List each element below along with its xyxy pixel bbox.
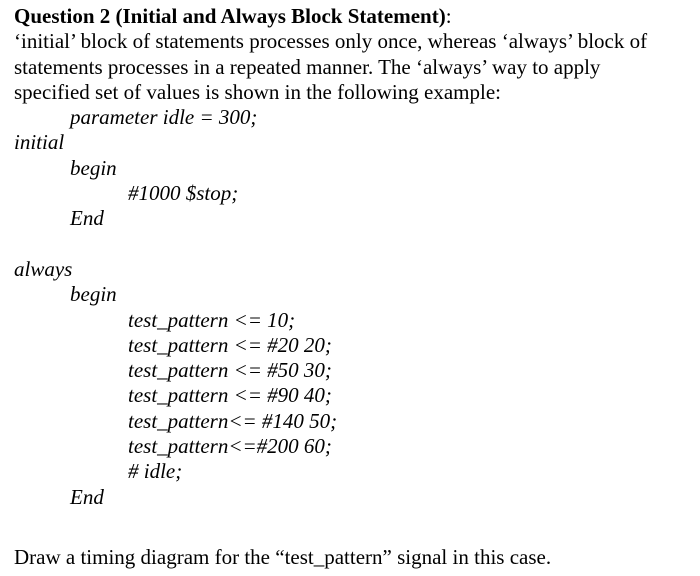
code-always-keyword: always <box>14 256 73 281</box>
code-initial-body: #1000 $stop; <box>128 181 239 206</box>
question-number: Question 2 <box>14 4 111 28</box>
question-title-colon: : <box>445 4 452 28</box>
code-initial-begin: begin <box>70 155 117 180</box>
code-blank-line <box>14 232 694 257</box>
code-always-stmt-3: test_pattern <= #50 30; <box>128 358 332 383</box>
code-always-stmt-4: test_pattern <= #90 40; <box>128 383 332 408</box>
question-heading <box>14 4 694 29</box>
code-parameter-line: parameter idle = 300; <box>70 105 258 130</box>
question-document <box>14 4 694 571</box>
intro-line-3: specified set of values is shown in the following example: <box>14 79 501 104</box>
code-always-stmt-6: test_pattern<=#200 60; <box>128 434 332 459</box>
task-instruction: Draw a timing diagram for the “test_pattern” signal in this case. <box>14 545 552 570</box>
code-always-stmt-1: test_pattern <= 10; <box>128 307 296 332</box>
question-title: (Initial and Always Block Statement) <box>115 4 446 28</box>
code-always-stmt-7: # idle; <box>128 459 183 484</box>
code-always-stmt-5: test_pattern<= #140 50; <box>128 408 338 433</box>
code-initial-keyword: initial <box>14 130 65 155</box>
intro-line-1: ‘initial’ block of statements processes only once, whereas ‘always’ block of <box>14 29 648 54</box>
code-always-end: End <box>70 484 104 509</box>
code-always-begin: begin <box>70 282 117 307</box>
intro-line-2: statements processes in a repeated manner. The ‘always’ way to apply <box>14 54 601 79</box>
task-spacer <box>14 510 694 535</box>
code-always-stmt-2: test_pattern <= #20 20; <box>128 332 332 357</box>
code-initial-end: End <box>70 206 104 231</box>
